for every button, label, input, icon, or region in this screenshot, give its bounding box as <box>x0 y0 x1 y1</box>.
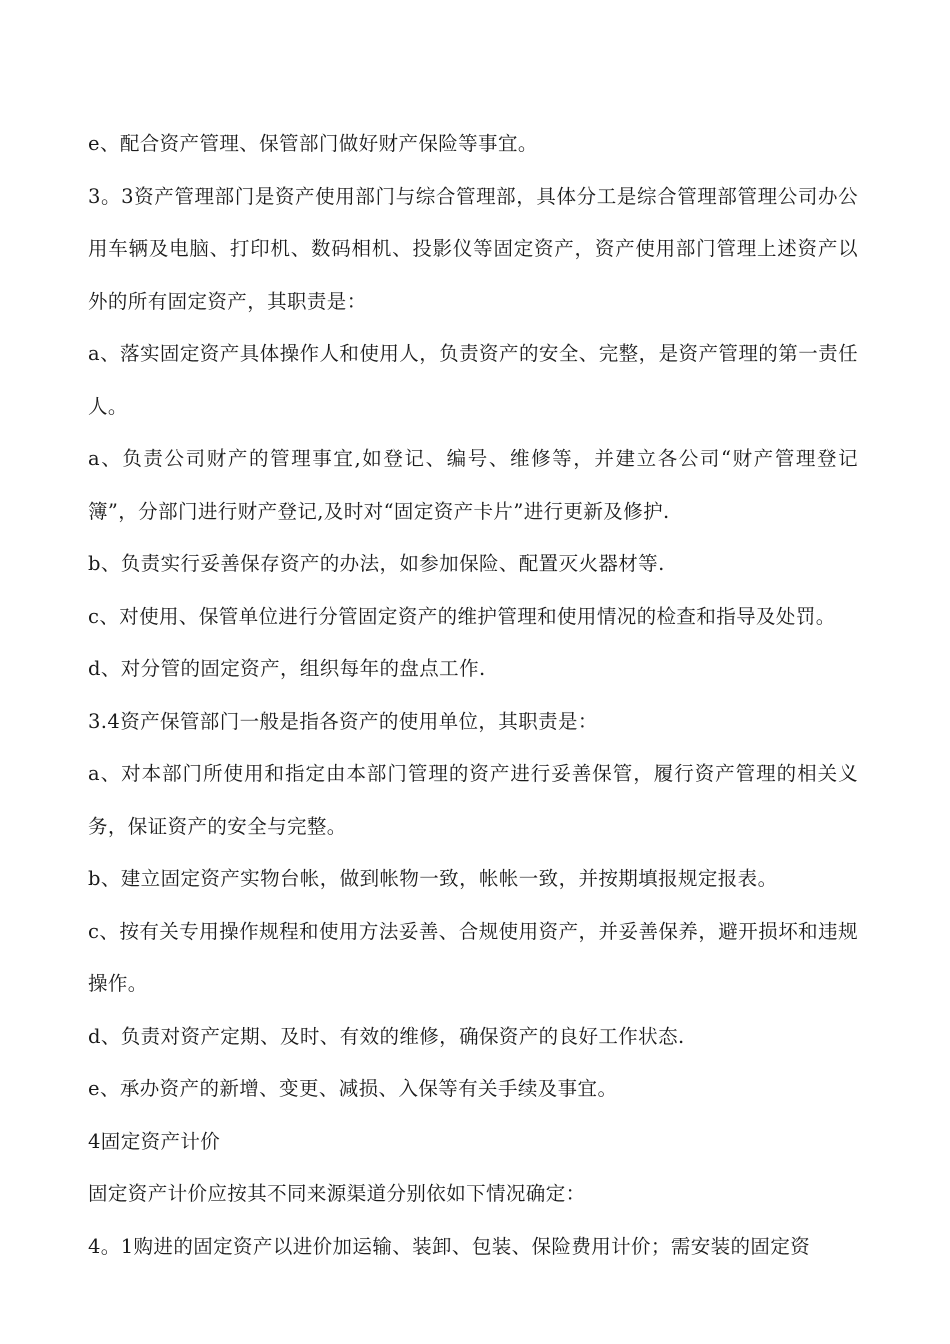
paragraph-a-proper-custody: a、对本部门所使用和指定由本部门管理的资产进行妥善保管，履行资产管理的相关义务，保证资产的安全与完整。 <box>88 762 858 838</box>
paragraph-e-procedures: e、承办资产的新增、变更、减损、入保等有关手续及事宜。 <box>88 1077 618 1100</box>
paragraph-c-compliant-use: c、按有关专用操作规程和使用方法妥善、合规使用资产，并妥善保养，避开损坏和违规操作。 <box>88 919 858 995</box>
paragraph-d-maintenance: d、负责对资产定期、及时、有效的维修，确保资产的良好工作状态. <box>88 1024 685 1048</box>
paragraph-c-inspection: c、对使用、保管单位进行分管固定资产的维护管理和使用情况的检查和指导及处罚。 <box>88 604 836 628</box>
paragraph-3-3-management-dept: 3。3资产管理部门是资产使用部门与综合管理部，具体分工是综合管理部管理公司办公用车辆及电脑、打印机、数码相机、投影仪等固定资产，资产使用部门管理上述资产以外的所有固定资产，其职责是： <box>88 184 858 313</box>
paragraph-b-ledger: b、建立固定资产实物台帐，做到帐物一致，帐帐一致，并按期填报规定报表。 <box>88 867 778 890</box>
document-body <box>88 118 858 1273</box>
paragraph-d-annual-inventory: d、对分管的固定资产，组织每年的盘点工作. <box>88 657 486 680</box>
paragraph-a-responsible-person: a、落实固定资产具体操作人和使用人，负责资产的安全、完整，是资产管理的第一责任人。 <box>88 342 858 418</box>
paragraph-valuation-intro: 固定资产计价应按其不同来源渠道分别依如下情况确定： <box>88 1182 586 1205</box>
paragraph-e-insurance: e、配合资产管理、保管部门做好财产保险等事宜。 <box>88 132 538 155</box>
paragraph-b-safekeeping: b、负责实行妥善保存资产的办法，如参加保险、配置灭火器材等. <box>88 552 665 575</box>
paragraph-3-4-custody-dept: 3.4资产保管部门一般是指各资产的使用单位，其职责是： <box>88 709 598 733</box>
section-heading-4-valuation: 4固定资产计价 <box>88 1129 221 1153</box>
paragraph-4-1-purchased-assets: 4。1购进的固定资产以进价加运输、装卸、包装、保险费用计价；需安装的固定资 <box>88 1234 811 1258</box>
paragraph-a-property-register: a、负责公司财产的管理事宜,如登记、编号、维修等，并建立各公司“财产管理登记簿”，分部门进行财产登记,及时对“固定资产卡片”进行更新及修护. <box>88 447 858 523</box>
